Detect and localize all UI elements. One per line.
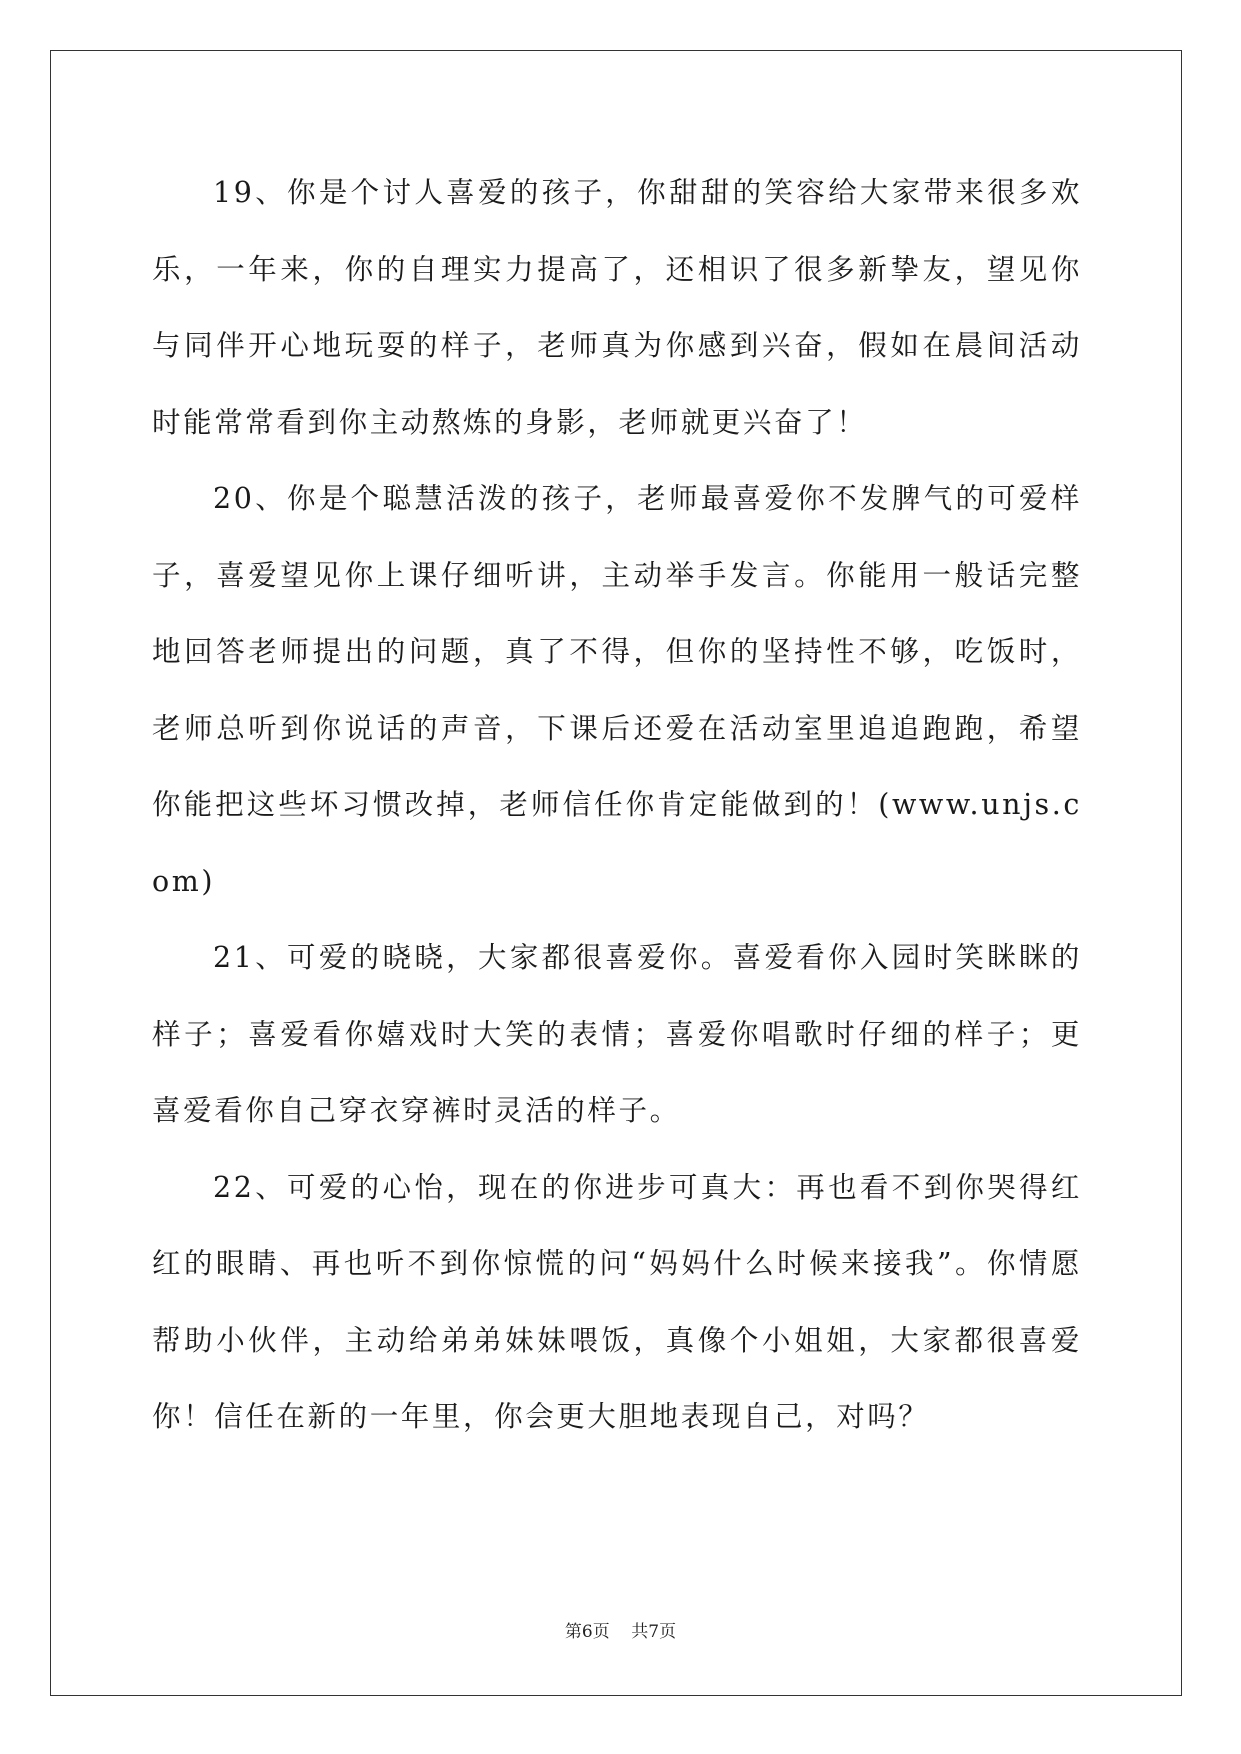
paragraph-19: 19、你是个讨人喜爱的孩子，你甜甜的笑容给大家带来很多欢乐，一年来，你的自理实力提高了，还相识了很多新挚友，望见你与同伴开心地玩耍的样子，老师真为你感到兴奋，假如在晨间活动时能常常看到你主动熬炼的身影，老师就更兴奋了！ (152, 176, 1082, 439)
paragraph-22: 22、可爱的心怡，现在的你进步可真大：再也看不到你哭得红红的眼睛、再也听不到你惊慌的问“妈妈什么时候来接我”。你情愿帮助小伙伴，主动给弟弟妹妹喂饭，真像个小姐姐，大家都很喜爱你！信任在新的一年里，你会更大胆地表现自己，对吗？ (152, 1170, 1082, 1433)
paragraph-21: 21、可爱的晓晓，大家都很喜爱你。喜爱看你入园时笑眯眯的样子；喜爱看你嬉戏时大笑的表情；喜爱你唱歌时仔细的样子；更喜爱看你自己穿衣穿裤时灵活的样子。 (152, 941, 1082, 1127)
document-body (152, 155, 1082, 1456)
paragraph-20: 20、你是个聪慧活泼的孩子，老师最喜爱你不发脾气的可爱样子，喜爱望见你上课仔细听讲，主动举手发言。你能用一般话完整地回答老师提出的问题，真了不得，但你的坚持性不够，吃饭时，老师总听到你说话的声音，下课后还爱在活动室里追追跑跑，希望你能把这些坏习惯改掉，老师信任你肯定能做到的！(www.unjs.com) (152, 482, 1082, 898)
page-number-footer: 第6页 共7页 (564, 1622, 677, 1642)
